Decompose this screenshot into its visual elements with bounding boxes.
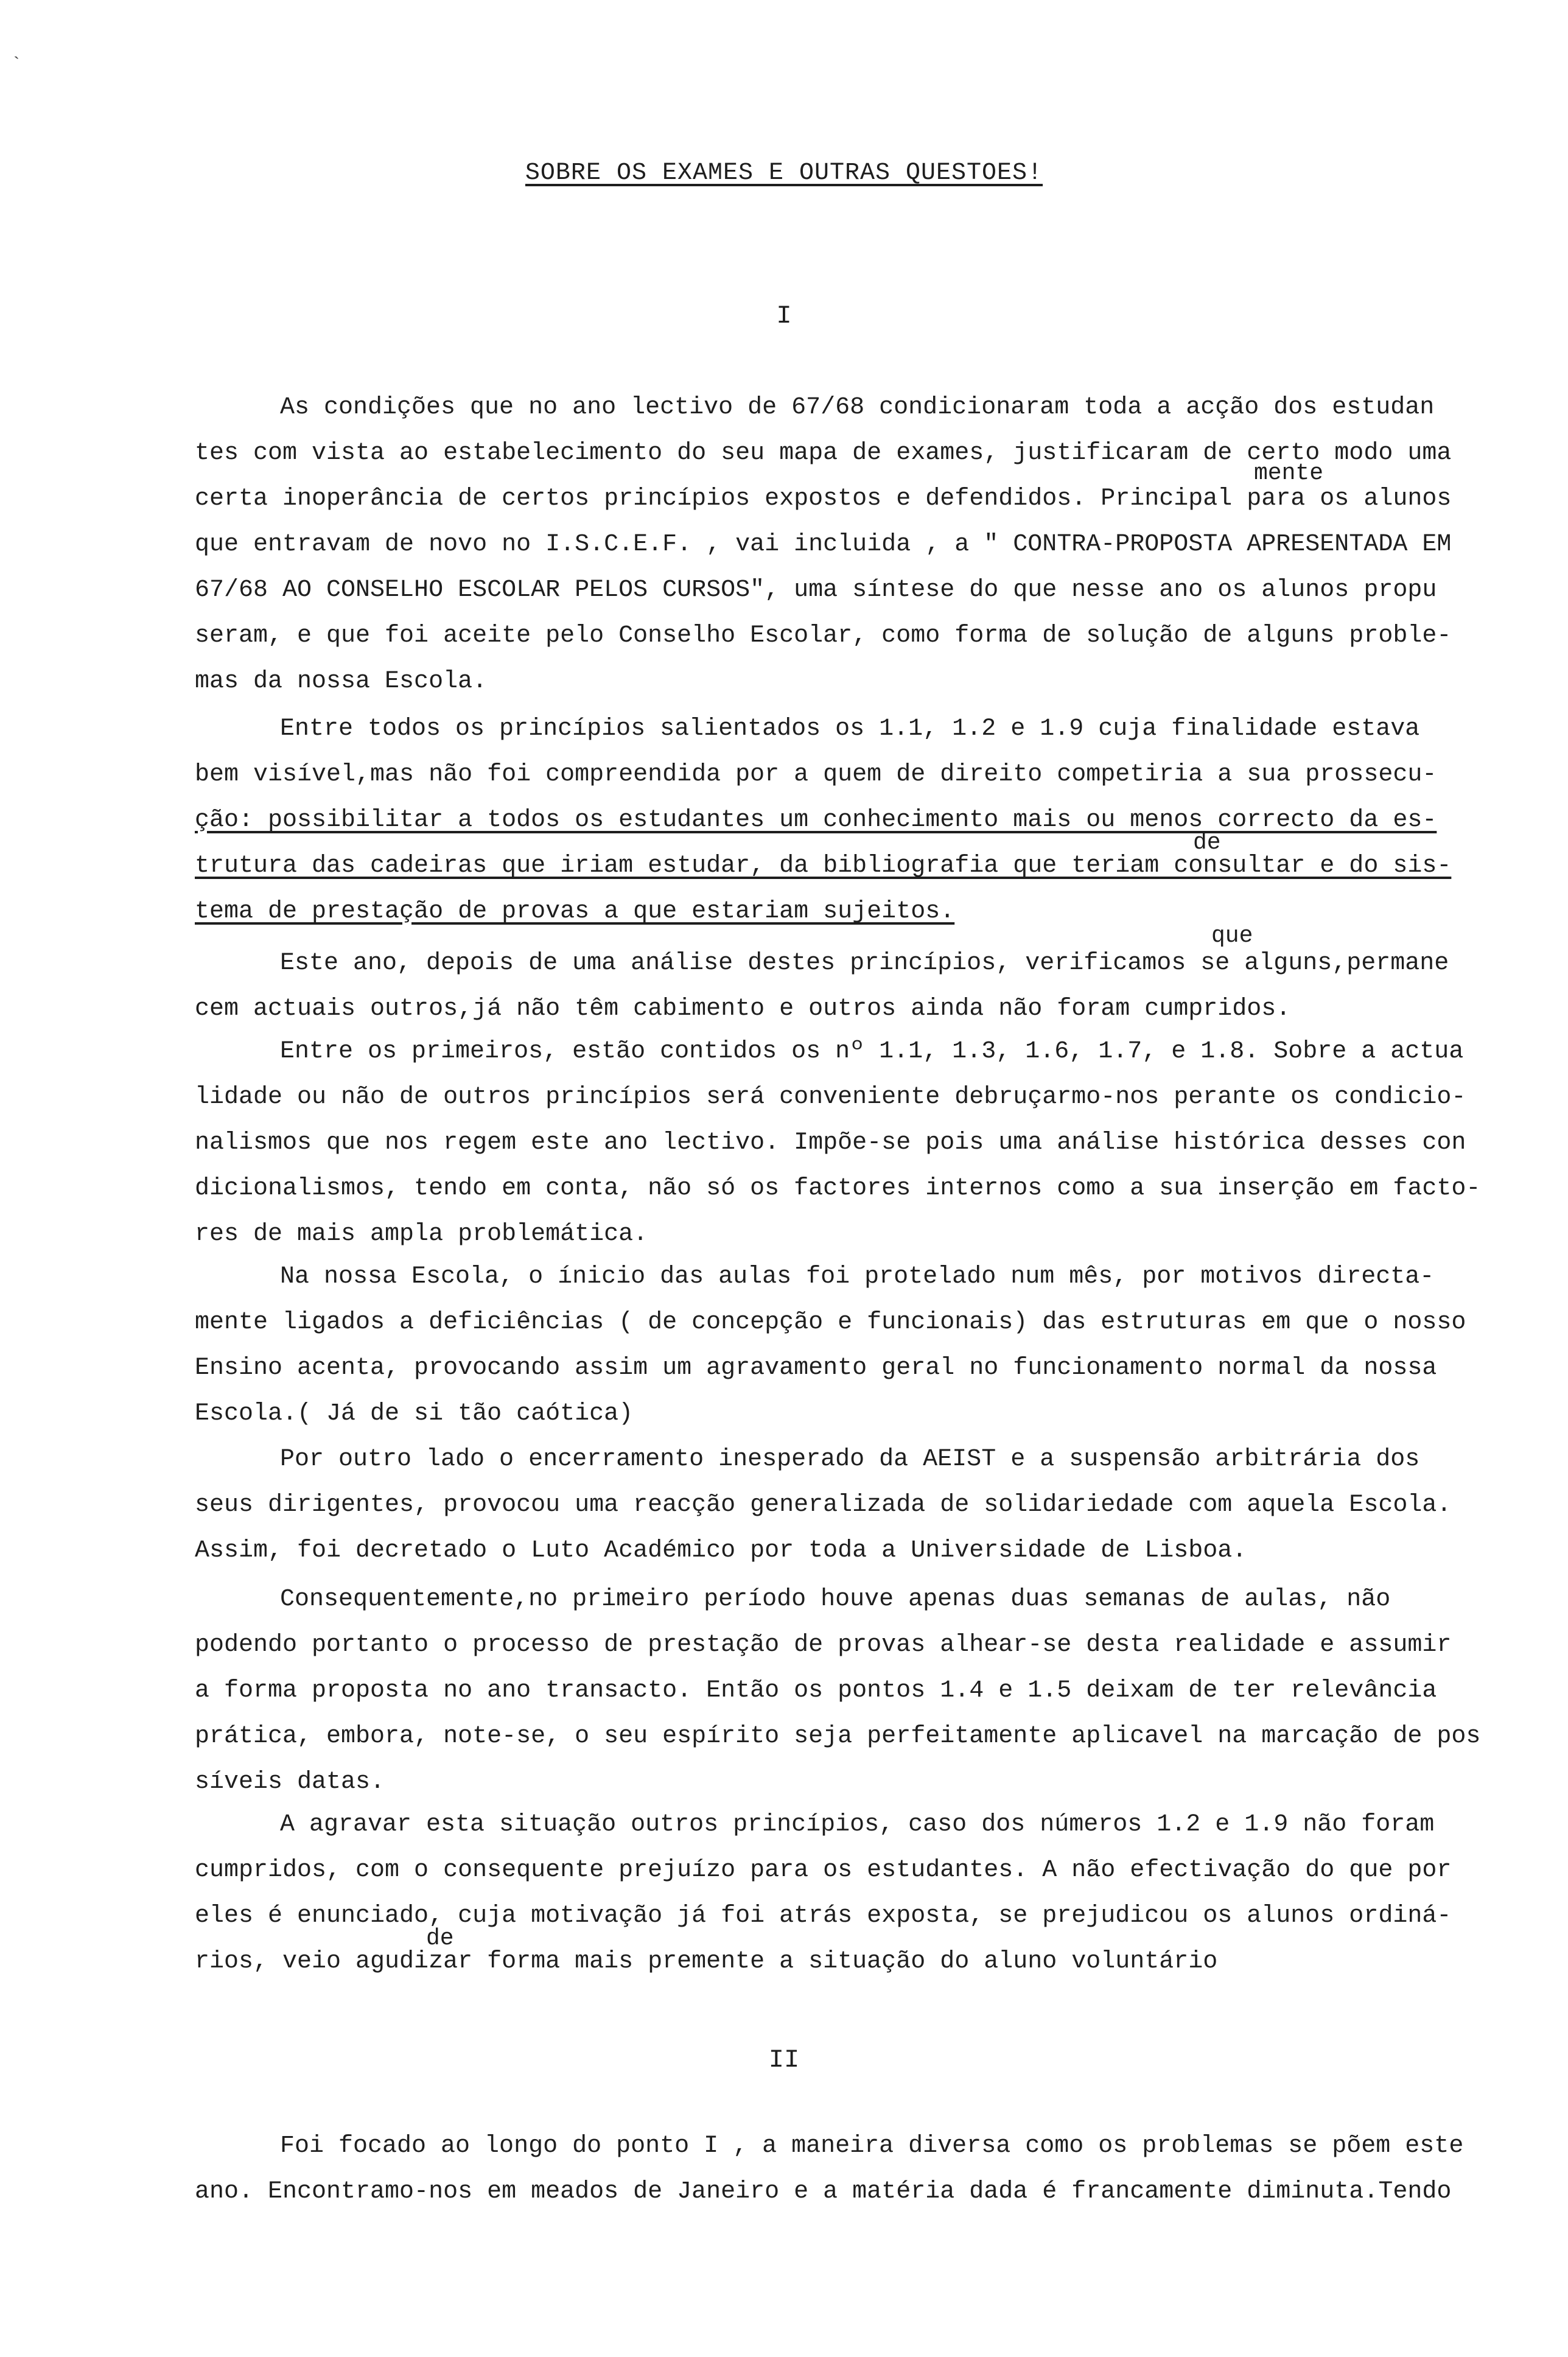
paragraph — [195, 1802, 1503, 1984]
text-line: seram, e que foi aceite pelo Conselho Escolar, como forma de solução de alguns proble- — [195, 622, 1452, 650]
text-line: 67/68 AO CONSELHO ESCOLAR PELOS CURSOS", uma síntese do que nesse ano os alunos propu — [195, 576, 1437, 604]
paragraph — [195, 706, 1503, 934]
text-line: rios, veio agudizar forma mais premente a situação do aluno voluntário — [195, 1948, 1218, 1975]
text-line: Escola.( Já de si tão caótica) — [195, 1400, 634, 1427]
text-line: As condições que no ano lectivo de 67/68 condicionaram toda a acção dos estudan — [280, 394, 1435, 421]
text-line: bem visível,mas não foi compreendida por a quem de direito competiria a sua prossecu- — [195, 761, 1437, 788]
text-line: A agravar esta situação outros princípios, caso dos números 1.2 e 1.9 não foram — [280, 1811, 1435, 1838]
text-line: Na nossa Escola, o ínicio das aulas foi protelado num mês, por motivos directa- — [280, 1263, 1435, 1291]
paragraph — [195, 940, 1503, 1032]
underlined-line: ção: possibilitar a todos os estudantes um conhecimento mais ou menos correcto da es- — [195, 807, 1437, 834]
text-line: síveis datas. — [195, 1768, 385, 1796]
underlined-line: tema de prestação de provas a que estariam sujeitos. — [195, 898, 955, 925]
text-line: eles é enunciado, cuja motivação já foi atrás exposta, se prejudicou os alunos ordiná- — [195, 1902, 1452, 1930]
interlinear-insertion: de — [1193, 830, 1221, 856]
text-line: dicionalismos, tendo em conta, não só os factores internos como a sua inserção em facto- — [195, 1175, 1481, 1202]
text-line: Entre todos os princípios salientados os 1.1, 1.2 e 1.9 cuja finalidade estava — [280, 715, 1420, 743]
text-line: nalismos que nos regem este ano lectivo. Impõe-se pois uma análise histórica desses con — [195, 1129, 1466, 1157]
text-line: Por outro lado o encerramento inesperado da AEIST e a suspensão arbitrária dos — [280, 1446, 1420, 1473]
text-line: a forma proposta no ano transacto. Então os pontos 1.4 e 1.5 deixam de ter relevância — [195, 1677, 1437, 1704]
text-line: mas da nossa Escola. — [195, 668, 488, 695]
text-line: que entravam de novo no I.S.C.E.F. , vai incluida , a " CONTRA-PROPOSTA APRESENTADA EM — [195, 531, 1452, 558]
text-line: mente ligados a deficiências ( de concepção e funcionais) das estruturas em que o nosso — [195, 1309, 1466, 1336]
interlinear-insertion: que — [1211, 923, 1253, 949]
paragraph — [195, 1029, 1503, 1257]
interlinear-insertion: mente — [1254, 460, 1324, 486]
text-line: lidade ou não de outros princípios será conveniente debruçarmo-nos perante os condicio- — [195, 1084, 1466, 1111]
paragraph — [195, 1254, 1503, 1437]
document-title: SOBRE OS EXAMES E OUTRAS QUESTOES! — [525, 159, 1043, 187]
paragraph — [195, 385, 1503, 704]
text-line: cem actuais outros,já não têm cabimento e outros ainda não foram cumpridos. — [195, 995, 1291, 1023]
text-line: Consequentemente,no primeiro período houve apenas duas semanas de aulas, não — [280, 1586, 1391, 1613]
text-line: podendo portanto o processo de prestação de provas alhear-se desta realidade e assumir — [195, 1631, 1452, 1659]
text-line: ano. Encontramo-nos em meados de Janeiro e a matéria dada é francamente diminuta.Tendo — [195, 2178, 1452, 2205]
text-line: Este ano, depois de uma análise destes princípios, verificamos se alguns,permane — [280, 950, 1449, 977]
text-line: res de mais ampla problemática. — [195, 1221, 648, 1248]
paragraph — [195, 2123, 1503, 2215]
text-line: Ensino acenta, provocando assim um agravamento geral no funcionamento normal da nossa — [195, 1354, 1437, 1382]
text-line: seus dirigentes, provocou uma reacção generalizada de solidariedade com aquela Escola. — [195, 1491, 1452, 1519]
text-line: certa inoperância de certos princípios expostos e defendidos. Principal para os alunos — [195, 485, 1452, 513]
text-line: tes com vista ao estabelecimento do seu mapa de exames, justificaram de certo modo uma — [195, 440, 1452, 467]
section-numeral-1: I — [776, 301, 792, 331]
text-line: cumpridos, com o consequente prejuízo para os estudantes. A não efectivação do que por — [195, 1857, 1452, 1884]
scan-speck: ` — [11, 55, 23, 75]
paragraph — [195, 1577, 1503, 1805]
text-line: prática, embora, note-se, o seu espírito seja perfeitamente aplicavel na marcação de pos — [195, 1723, 1481, 1750]
interlinear-insertion: de — [426, 1925, 454, 1952]
underlined-line: trutura das cadeiras que iriam estudar, da bibliografia que teriam consultar e do sis- — [195, 852, 1452, 880]
text-line: Foi focado ao longo do ponto I , a maneira diversa como os problemas se põem este — [280, 2132, 1464, 2160]
section-numeral-2: II — [768, 2045, 800, 2075]
paragraph — [195, 1437, 1503, 1574]
text-line: Assim, foi decretado o Luto Académico por toda a Universidade de Lisboa. — [195, 1537, 1247, 1564]
text-line: Entre os primeiros, estão contidos os nº 1.1, 1.3, 1.6, 1.7, e 1.8. Sobre a actua — [280, 1038, 1464, 1065]
